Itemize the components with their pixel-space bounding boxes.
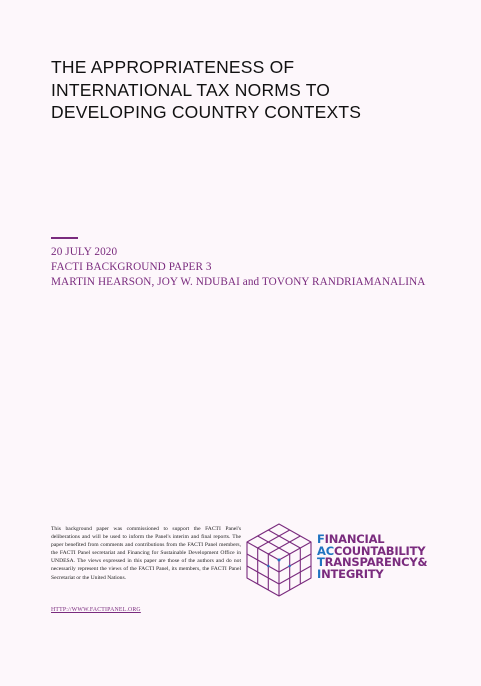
title-line: INTERNATIONAL TAX NORMS TO — [51, 79, 331, 100]
paper-series: FACTI BACKGROUND PAPER 3 — [51, 261, 212, 273]
facti-cube-logo-icon — [245, 522, 313, 598]
disclaimer-text: This background paper was commissioned to support the FACTI Panel's deliberations and will be used to inform the Panel's interim and final reports. The paper benefited from comments and contributions from the FACTI Panel members, the FACTI Panel secretariat and Financing for Sustainable Development Office in UNDESA. The views expressed in this paper are those of the authors and do not necessarily represent the views of the FACTI Panel, its members, the FACTI Panel Secretariat or the United Nations. — [51, 526, 241, 581]
wordmark-line-accountability: ACCOUNTABILITY — [317, 543, 426, 558]
website-link[interactable]: HTTP://WWW.FACTIPANEL.ORG — [51, 607, 141, 613]
document-meta — [51, 245, 471, 290]
author-list: MARTIN HEARSON, JOY W. NDUBAI and TOVONY RANDRIAMANALINA — [51, 276, 426, 288]
wordmark-line-integrity: INTEGRITY — [317, 566, 384, 581]
wordmark-line-financial: FINANCIAL — [317, 532, 385, 546]
wordmark-line-transparency: TRANSPARENCY& — [317, 555, 428, 569]
document-title — [51, 56, 451, 124]
title-line: DEVELOPING COUNTRY CONTEXTS — [51, 102, 362, 122]
title-line: THE APPROPRIATENESS OF — [51, 57, 295, 77]
publication-date: 20 JULY 2020 — [51, 246, 118, 258]
facti-wordmark — [317, 534, 467, 580]
accent-divider — [51, 237, 78, 239]
